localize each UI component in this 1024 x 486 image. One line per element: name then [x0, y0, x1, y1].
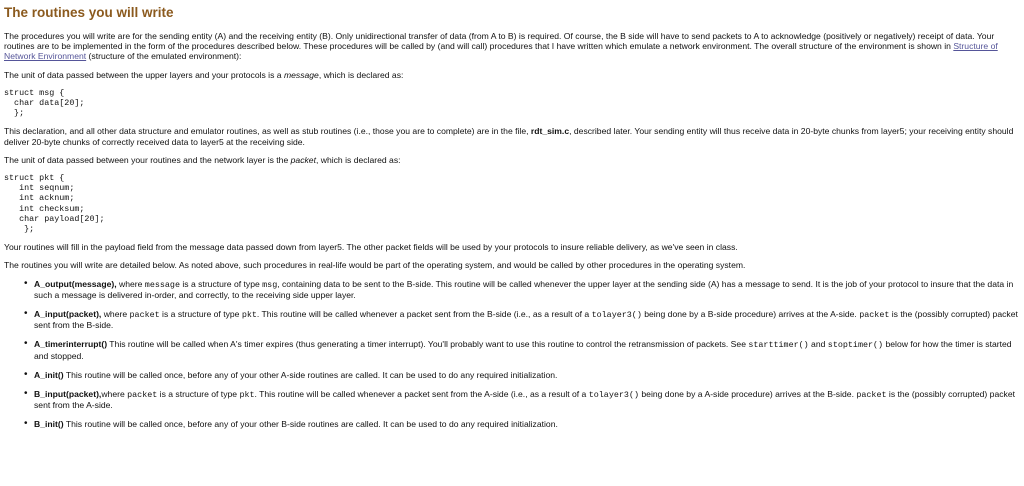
- routine-text: This routine will be called when A's timer expires (thus generating a timer interrupt). You'll probably want to use this routine to control the retransmission of packets. See: [107, 339, 749, 350]
- routine-text: . This routine will be called whenever a packet sent from the A-side (i.e., as a result of a: [254, 389, 589, 400]
- routine-text: This routine will be called once, before any of your other A-side routines are called. It can be used to do any required initialization.: [63, 369, 558, 380]
- routine-name: A_timerinterrupt(): [34, 339, 108, 350]
- msg-intro-paragraph: [4, 70, 1020, 80]
- pkt-intro-text: The unit of data passed between your routines and the network layer is the: [4, 154, 291, 165]
- declaration-text: This declaration, and all other data structure and emulator routines, as well as stub routines (i.e., those you are to complete) are in the file,: [4, 126, 531, 137]
- msg-intro-text-end: , which is declared as:: [318, 69, 404, 80]
- structure-network-link[interactable]: Structure of Network Environment: [4, 41, 998, 62]
- list-item-a-input: [24, 309, 1020, 330]
- code-term: message: [144, 279, 180, 290]
- intro-paragraph: [4, 31, 1020, 62]
- list-item-a-timerinterrupt: [24, 339, 1020, 360]
- routine-text: This routine will be called once, before any of your other B-side routines are called. It can be used to do any required initialization.: [63, 419, 558, 430]
- routine-text: being done by a A-side procedure) arrives at the B-side.: [639, 389, 857, 400]
- routine-name: A_input(packet),: [34, 309, 102, 320]
- code-term: stoptimer(): [827, 340, 884, 351]
- routine-text: where: [116, 278, 145, 289]
- routines-paragraph: The routines you will write are detailed below. As noted above, such procedures in real-life would be part of the operating system, and would be called by other procedures in the operating system.: [4, 260, 746, 271]
- routine-text: where: [101, 309, 130, 320]
- routine-name: A_output(message),: [34, 278, 117, 289]
- routine-text: being done by a B-side procedure) arrives at the A-side.: [641, 309, 860, 320]
- intro-text: The procedures you will write are for the sending entity (A) and the receiving entity (B). Only unidirectional transfer of data (from A to B) is required. Of course, the B side will have to send packets to A to acknowledge (positively or negatively) receipt of data. Your routines are to be implemented in the form of the procedures described below. These procedures will be called by (and will call) procedures that I have written which emulate a network environment. The overall structure of the environment is shown in: [4, 31, 995, 52]
- code-term: packet: [127, 390, 158, 401]
- section-title: The routines you will write: [4, 5, 174, 20]
- code-term: pkt: [241, 310, 257, 321]
- intro-text-end: (structure of the emulated environment):: [86, 51, 242, 62]
- routine-text: below for how the timer is started and stopped.: [34, 339, 1012, 361]
- routine-text: is the (possibly corrupted) packet sent from the B-side.: [34, 309, 1018, 331]
- code-term: tolayer3(): [591, 310, 642, 321]
- routine-text: is a structure of type: [157, 389, 240, 400]
- list-item-a-output: [24, 279, 1020, 300]
- code-term: tolayer3(): [588, 390, 639, 401]
- routine-name: B_input(packet),: [34, 389, 102, 400]
- routine-text: is a structure of type: [159, 309, 242, 320]
- code-term: packet: [856, 390, 887, 401]
- code-term: starttimer(): [748, 340, 809, 351]
- declaration-text-end: , described later. Your sending entity will thus receive data in 20-byte chunks from layer5; your receiving entity should deliver 20-byte chunks of correctly received data to layer5 at the receiving side.: [4, 126, 1014, 147]
- code-term: packet: [129, 310, 160, 321]
- routine-text: is the (possibly corrupted) packet sent from the A-side.: [34, 389, 1016, 411]
- routine-text: is a structure of type: [179, 278, 263, 289]
- routine-name: A_init(): [34, 369, 64, 380]
- list-item-b-input: [24, 389, 1020, 410]
- pkt-intro-text-end: , which is declared as:: [315, 154, 401, 165]
- payload-paragraph: Your routines will fill in the payload field from the message data passed down from layer5. The other packet fields will be used by your protocols to insure reliable delivery, as we've seen in class.: [4, 242, 738, 253]
- code-term: pkt: [239, 390, 255, 401]
- list-item-b-init: [24, 419, 1020, 429]
- routine-text: and: [808, 339, 828, 350]
- declaration-paragraph: [4, 126, 1020, 146]
- routine-text: , containing data to be sent to the B-side. This routine will be called whenever the upper layer at the sending side (A) has a message to send. It is the job of your protocol to insure that the data in such a message is delivered in-order, and correctly, to the receiving side upper layer.: [34, 278, 1014, 300]
- code-term: msg: [262, 279, 278, 290]
- routine-text: where: [101, 389, 128, 400]
- msg-intro-text: The unit of data passed between the upper layers and your protocols is a: [4, 69, 284, 80]
- code-term: packet: [859, 310, 890, 321]
- msg-struct-code: struct msg { char data[20]; };: [4, 87, 85, 119]
- routines-list: [4, 279, 1020, 430]
- pkt-intro-paragraph: [4, 155, 1020, 165]
- list-item-a-init: [24, 370, 1020, 380]
- routine-name: B_init(): [34, 419, 64, 430]
- routine-text: . This routine will be called whenever a packet sent from the B-side (i.e., as a result of a: [256, 309, 592, 320]
- packet-term: packet: [290, 154, 316, 165]
- message-term: message: [283, 69, 319, 80]
- rdt-sim-filename: rdt_sim.c: [530, 126, 570, 137]
- pkt-struct-code: struct pkt { int seqnum; int acknum; int checksum; char payload[20]; };: [4, 173, 105, 235]
